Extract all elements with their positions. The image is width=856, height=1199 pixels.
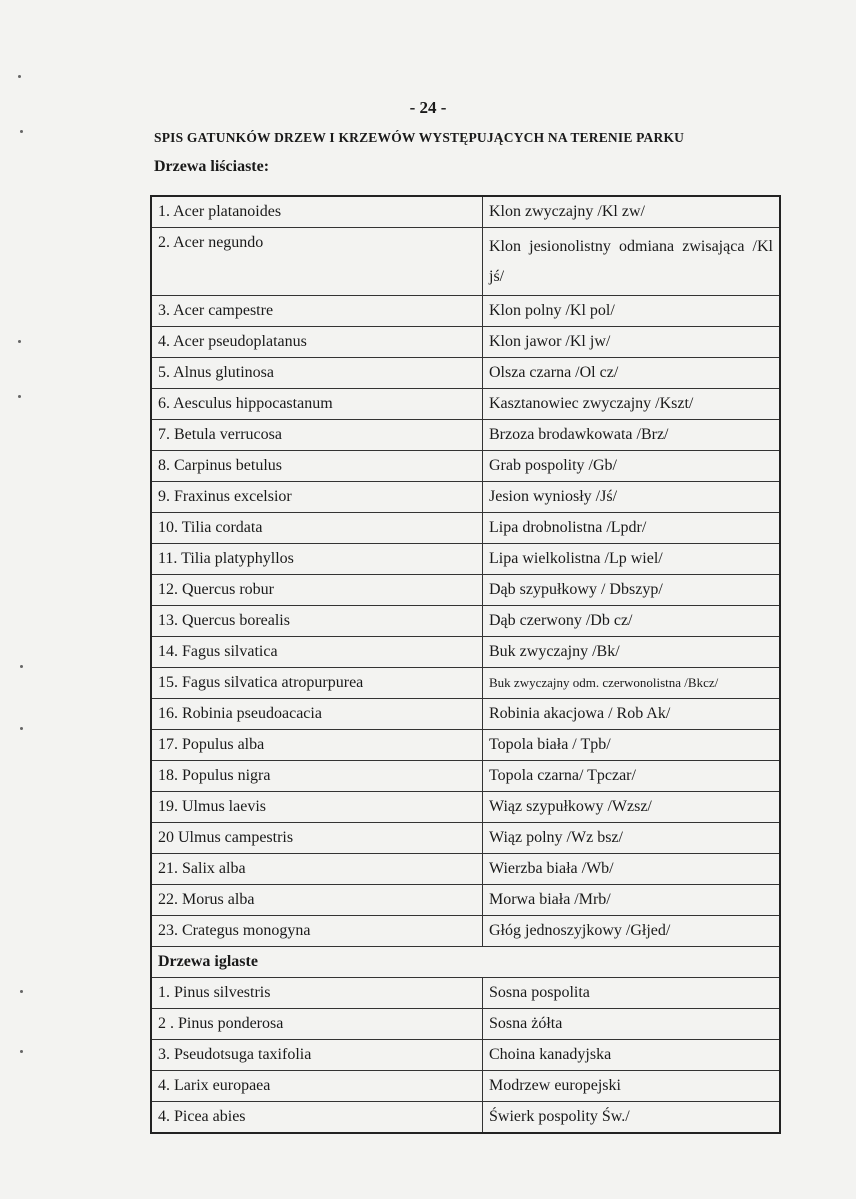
- table-row: [151, 792, 780, 823]
- latin-name-cell: 2 . Pinus ponderosa: [151, 1009, 483, 1040]
- table-row: [151, 420, 780, 451]
- polish-name-cell: Buk zwyczajny /Bk/: [483, 637, 781, 668]
- page-number: - 24 -: [409, 98, 447, 117]
- latin-name-cell: 19. Ulmus laevis: [151, 792, 483, 823]
- table-row: [151, 699, 780, 730]
- polish-name-cell: Głóg jednoszyjkowy /Głjed/: [483, 916, 781, 947]
- polish-name-cell: Klon zwyczajny /Kl zw/: [483, 196, 781, 228]
- table-row: [151, 854, 780, 885]
- section-heading-coniferous: Drzewa iglaste: [151, 947, 780, 978]
- table-row: [151, 1009, 780, 1040]
- table-row: [151, 196, 780, 228]
- table-row: [151, 575, 780, 606]
- latin-name-cell: 21. Salix alba: [151, 854, 483, 885]
- latin-name-cell: 3. Acer campestre: [151, 296, 483, 327]
- latin-name-cell: 13. Quercus borealis: [151, 606, 483, 637]
- polish-name-cell: Olsza czarna /Ol cz/: [483, 358, 781, 389]
- species-table: [150, 195, 781, 1134]
- table-row: [151, 296, 780, 327]
- document-title: SPIS GATUNKÓW DRZEW I KRZEWÓW WYSTĘPUJĄCYCH NA TERENIE PARKU: [154, 130, 685, 145]
- table-row: [151, 513, 780, 544]
- polish-name-cell: Robinia akacjowa / Rob Ak/: [483, 699, 781, 730]
- latin-name-cell: 23. Crategus monogyna: [151, 916, 483, 947]
- latin-name-cell: 22. Morus alba: [151, 885, 483, 916]
- table-row: [151, 1102, 780, 1134]
- scan-speck: [18, 395, 21, 398]
- table-row: [151, 761, 780, 792]
- table-row: [151, 228, 780, 296]
- polish-name-cell: Lipa drobnolistna /Lpdr/: [483, 513, 781, 544]
- polish-name-cell: Wiąz szypułkowy /Wzsz/: [483, 792, 781, 823]
- table-row: [151, 1071, 780, 1102]
- section-heading-deciduous: Drzewa liściaste:: [154, 158, 270, 175]
- table-row: [151, 544, 780, 575]
- polish-name-cell: Klon polny /Kl pol/: [483, 296, 781, 327]
- polish-name-cell: Lipa wielkolistna /Lp wiel/: [483, 544, 781, 575]
- polish-name-cell: Wierzba biała /Wb/: [483, 854, 781, 885]
- polish-name-cell: Brzoza brodawkowata /Brz/: [483, 420, 781, 451]
- table-row: [151, 730, 780, 761]
- polish-name-cell: Morwa biała /Mrb/: [483, 885, 781, 916]
- latin-name-cell: 4. Acer pseudoplatanus: [151, 327, 483, 358]
- polish-name-cell: Świerk pospolity Św./: [483, 1102, 781, 1134]
- latin-name-cell: 18. Populus nigra: [151, 761, 483, 792]
- table-row: [151, 358, 780, 389]
- table-row: [151, 451, 780, 482]
- scan-speck: [20, 1050, 23, 1053]
- latin-name-cell: 14. Fagus silvatica: [151, 637, 483, 668]
- latin-name-cell: 9. Fraxinus excelsior: [151, 482, 483, 513]
- polish-name-cell: Jesion wyniosły /Jś/: [483, 482, 781, 513]
- scan-speck: [18, 75, 21, 78]
- scan-speck: [20, 130, 23, 133]
- table-row: [151, 978, 780, 1009]
- polish-name-cell: Buk zwyczajny odm. czerwonolistna /Bkcz/: [483, 668, 781, 699]
- table-row: [151, 823, 780, 854]
- latin-name-cell: 1. Acer platanoides: [151, 196, 483, 228]
- polish-name-cell: Topola czarna/ Tpczar/: [483, 761, 781, 792]
- latin-name-cell: 20 Ulmus campestris: [151, 823, 483, 854]
- polish-name-cell: Choina kanadyjska: [483, 1040, 781, 1071]
- table-row: [151, 606, 780, 637]
- latin-name-cell: 6. Aesculus hippocastanum: [151, 389, 483, 420]
- polish-name-cell: Sosna żółta: [483, 1009, 781, 1040]
- scan-speck: [20, 990, 23, 993]
- latin-name-cell: 5. Alnus glutinosa: [151, 358, 483, 389]
- polish-name-cell: Dąb szypułkowy / Dbszyp/: [483, 575, 781, 606]
- table-row: [151, 668, 780, 699]
- latin-name-cell: 12. Quercus robur: [151, 575, 483, 606]
- table-row: [151, 885, 780, 916]
- polish-name-cell: Dąb czerwony /Db cz/: [483, 606, 781, 637]
- table-row: [151, 482, 780, 513]
- polish-name-cell: Wiąz polny /Wz bsz/: [483, 823, 781, 854]
- latin-name-cell: 17. Populus alba: [151, 730, 483, 761]
- polish-name-cell: Sosna pospolita: [483, 978, 781, 1009]
- table-row: [151, 327, 780, 358]
- table-row: [151, 389, 780, 420]
- latin-name-cell: 1. Pinus silvestris: [151, 978, 483, 1009]
- polish-name-cell: Kasztanowiec zwyczajny /Kszt/: [483, 389, 781, 420]
- table-row: [151, 637, 780, 668]
- latin-name-cell: 7. Betula verrucosa: [151, 420, 483, 451]
- scan-speck: [20, 727, 23, 730]
- latin-name-cell: 15. Fagus silvatica atropurpurea: [151, 668, 483, 699]
- latin-name-cell: 4. Picea abies: [151, 1102, 483, 1134]
- polish-name-cell: Klon jesionolistny odmiana zwisająca /Kl jś/: [483, 228, 781, 296]
- latin-name-cell: 8. Carpinus betulus: [151, 451, 483, 482]
- table-row: [151, 1040, 780, 1071]
- table-row: [151, 916, 780, 947]
- latin-name-cell: 2. Acer negundo: [151, 228, 483, 296]
- polish-name-cell: Klon jawor /Kl jw/: [483, 327, 781, 358]
- latin-name-cell: 3. Pseudotsuga taxifolia: [151, 1040, 483, 1071]
- scan-speck: [20, 665, 23, 668]
- species-table-body: [151, 196, 780, 1133]
- latin-name-cell: 16. Robinia pseudoacacia: [151, 699, 483, 730]
- polish-name-cell: Topola biała / Tpb/: [483, 730, 781, 761]
- polish-name-cell: Grab pospolity /Gb/: [483, 451, 781, 482]
- latin-name-cell: 4. Larix europaea: [151, 1071, 483, 1102]
- polish-name-cell: Modrzew europejski: [483, 1071, 781, 1102]
- latin-name-cell: 11. Tilia platyphyllos: [151, 544, 483, 575]
- latin-name-cell: 10. Tilia cordata: [151, 513, 483, 544]
- table-subheading-row: [151, 947, 780, 978]
- scan-speck: [18, 340, 21, 343]
